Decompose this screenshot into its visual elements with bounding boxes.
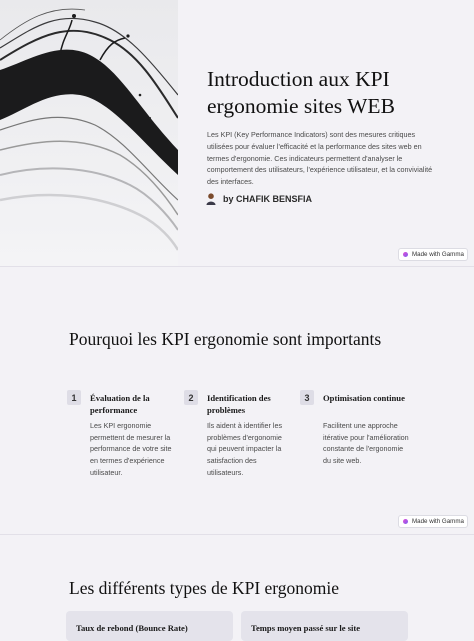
intro-paragraph: Les KPI (Key Performance Indicators) sont des mesures critiques utilisées pour évaluer l'efficacité et la performance des sites web en termes d'ergonomie. Ces indicateurs permettent d'analyser le comportement des utilisateurs, l'expérience utilisateur, et la convivialité des interfaces. [207, 130, 433, 187]
reason-title: Identification des problèmes [207, 393, 271, 415]
reason-title: Évaluation de la performance [90, 393, 150, 415]
slide-divider [0, 534, 474, 535]
made-with-gamma-badge[interactable] [398, 515, 468, 528]
section-title: Les différents types de KPI ergonomie [69, 578, 340, 598]
made-with-gamma-badge[interactable] [398, 248, 468, 261]
gamma-logo-icon [403, 252, 408, 257]
kpi-card-title: Temps moyen passé sur le site [251, 623, 361, 633]
badge-label: Made with Gamma [412, 251, 464, 258]
author-line [206, 193, 312, 205]
avatar-icon [206, 193, 216, 205]
kpi-card [66, 611, 233, 641]
slide-divider [0, 266, 474, 267]
importance-slide [0, 268, 474, 534]
section-title: Pourquoi les KPI ergonomie sont importants [69, 329, 382, 349]
reason-text: Ils aident à identifier les problèmes d'ergonomie qui peuvent impacter la satisfaction des utilisateurs. [207, 421, 283, 477]
page-title: Introduction aux KPI ergonomie sites WEB [207, 67, 395, 118]
badge-label: Made with Gamma [412, 518, 464, 525]
step-number: 1 [67, 390, 81, 405]
step-number: 2 [184, 390, 198, 405]
reason-title: Optimisation continue [323, 393, 405, 403]
kpi-types-slide [0, 536, 474, 632]
abstract-wave-image [0, 0, 178, 266]
gamma-logo-icon [403, 519, 408, 524]
reason-text: Les KPI ergonomie permettent de mesurer la performance de votre site en termes d'expérience utilisateur. [90, 421, 172, 477]
kpi-card-title: Taux de rebond (Bounce Rate) [76, 623, 188, 633]
kpi-card [241, 611, 408, 641]
reason-text: Facilitent une approche itérative pour l'amélioration constante de l'ergonomie du site web. [323, 421, 409, 466]
author-name: by CHAFIK BENSFIA [223, 194, 313, 204]
step-number: 3 [300, 390, 314, 405]
intro-slide [0, 0, 474, 266]
